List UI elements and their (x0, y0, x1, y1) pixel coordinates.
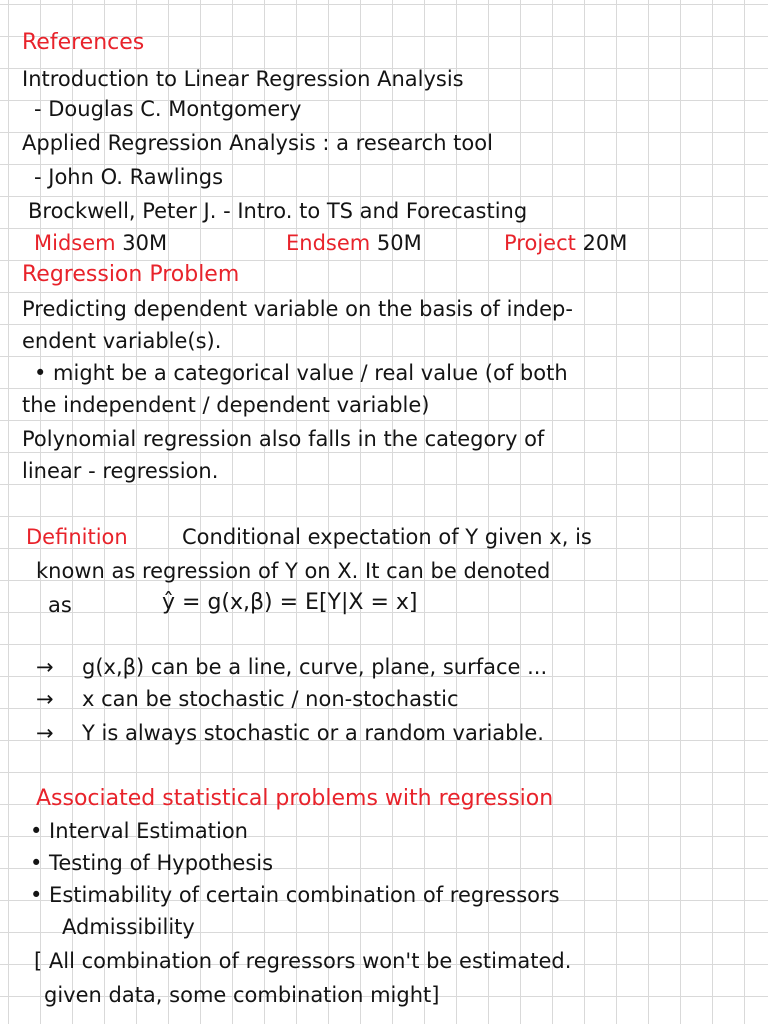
project-label: Project (504, 231, 576, 255)
definition-line-2: known as regression of Y on X. It can be denoted (36, 559, 551, 583)
endsem-marks (286, 230, 422, 256)
note-line-2: given data, some combination might] (44, 983, 440, 1007)
endsem-value: 50M (376, 231, 422, 255)
midsem-marks (34, 230, 167, 256)
project-marks (504, 230, 627, 256)
regression-problem-line-6: linear - regression. (22, 459, 219, 483)
associated-bullet-2: • Testing of Hypothesis (30, 851, 274, 875)
associated-bullet-3: • Estimability of certain combination of regressors (30, 883, 560, 907)
regression-problem-line-4: the independent / dependent variable) (22, 393, 430, 417)
definition-label: Definition (26, 525, 128, 549)
note-line-1: [ All combination of regressors won't be estimated. (34, 949, 572, 973)
definition-as: as (48, 593, 72, 617)
reference-1-title: Introduction to Linear Regression Analysis (22, 67, 464, 91)
reference-3: Brockwell, Peter J. - Intro. to TS and Forecasting (28, 199, 528, 223)
midsem-value: 30M (122, 231, 168, 255)
associated-bullet-1: • Interval Estimation (30, 819, 248, 843)
regression-problem-line-1: Predicting dependent variable on the basis of indep- (22, 297, 573, 321)
reference-2-title: Applied Regression Analysis : a research tool (22, 131, 493, 155)
references-heading: References (22, 30, 145, 55)
midsem-label: Midsem (34, 231, 116, 255)
reference-1-author: - Douglas C. Montgomery (34, 97, 302, 121)
regression-problem-heading: Regression Problem (22, 262, 240, 287)
regression-formula: ŷ = g(x,β) = E[Y|X = x] (162, 590, 418, 615)
arrow-icon: → (36, 655, 54, 679)
regression-problem-line-3: • might be a categorical value / real value (of both (34, 361, 568, 385)
arrow-item-2: x can be stochastic / non-stochastic (82, 687, 459, 711)
project-value: 20M (582, 231, 628, 255)
endsem-label: Endsem (286, 231, 371, 255)
definition-line-1: Conditional expectation of Y given x, is (182, 525, 592, 549)
admissibility: Admissibility (62, 915, 195, 939)
arrow-item-1: g(x,β) can be a line, curve, plane, surface ... (82, 655, 548, 679)
associated-heading: Associated statistical problems with regression (36, 786, 554, 811)
arrow-icon: → (36, 721, 54, 745)
arrow-icon: → (36, 687, 54, 711)
regression-problem-line-5: Polynomial regression also falls in the category of (22, 427, 545, 451)
regression-problem-line-2: endent variable(s). (22, 329, 222, 353)
arrow-item-3: Y is always stochastic or a random variable. (82, 721, 544, 745)
reference-2-author: - John O. Rawlings (34, 165, 224, 189)
